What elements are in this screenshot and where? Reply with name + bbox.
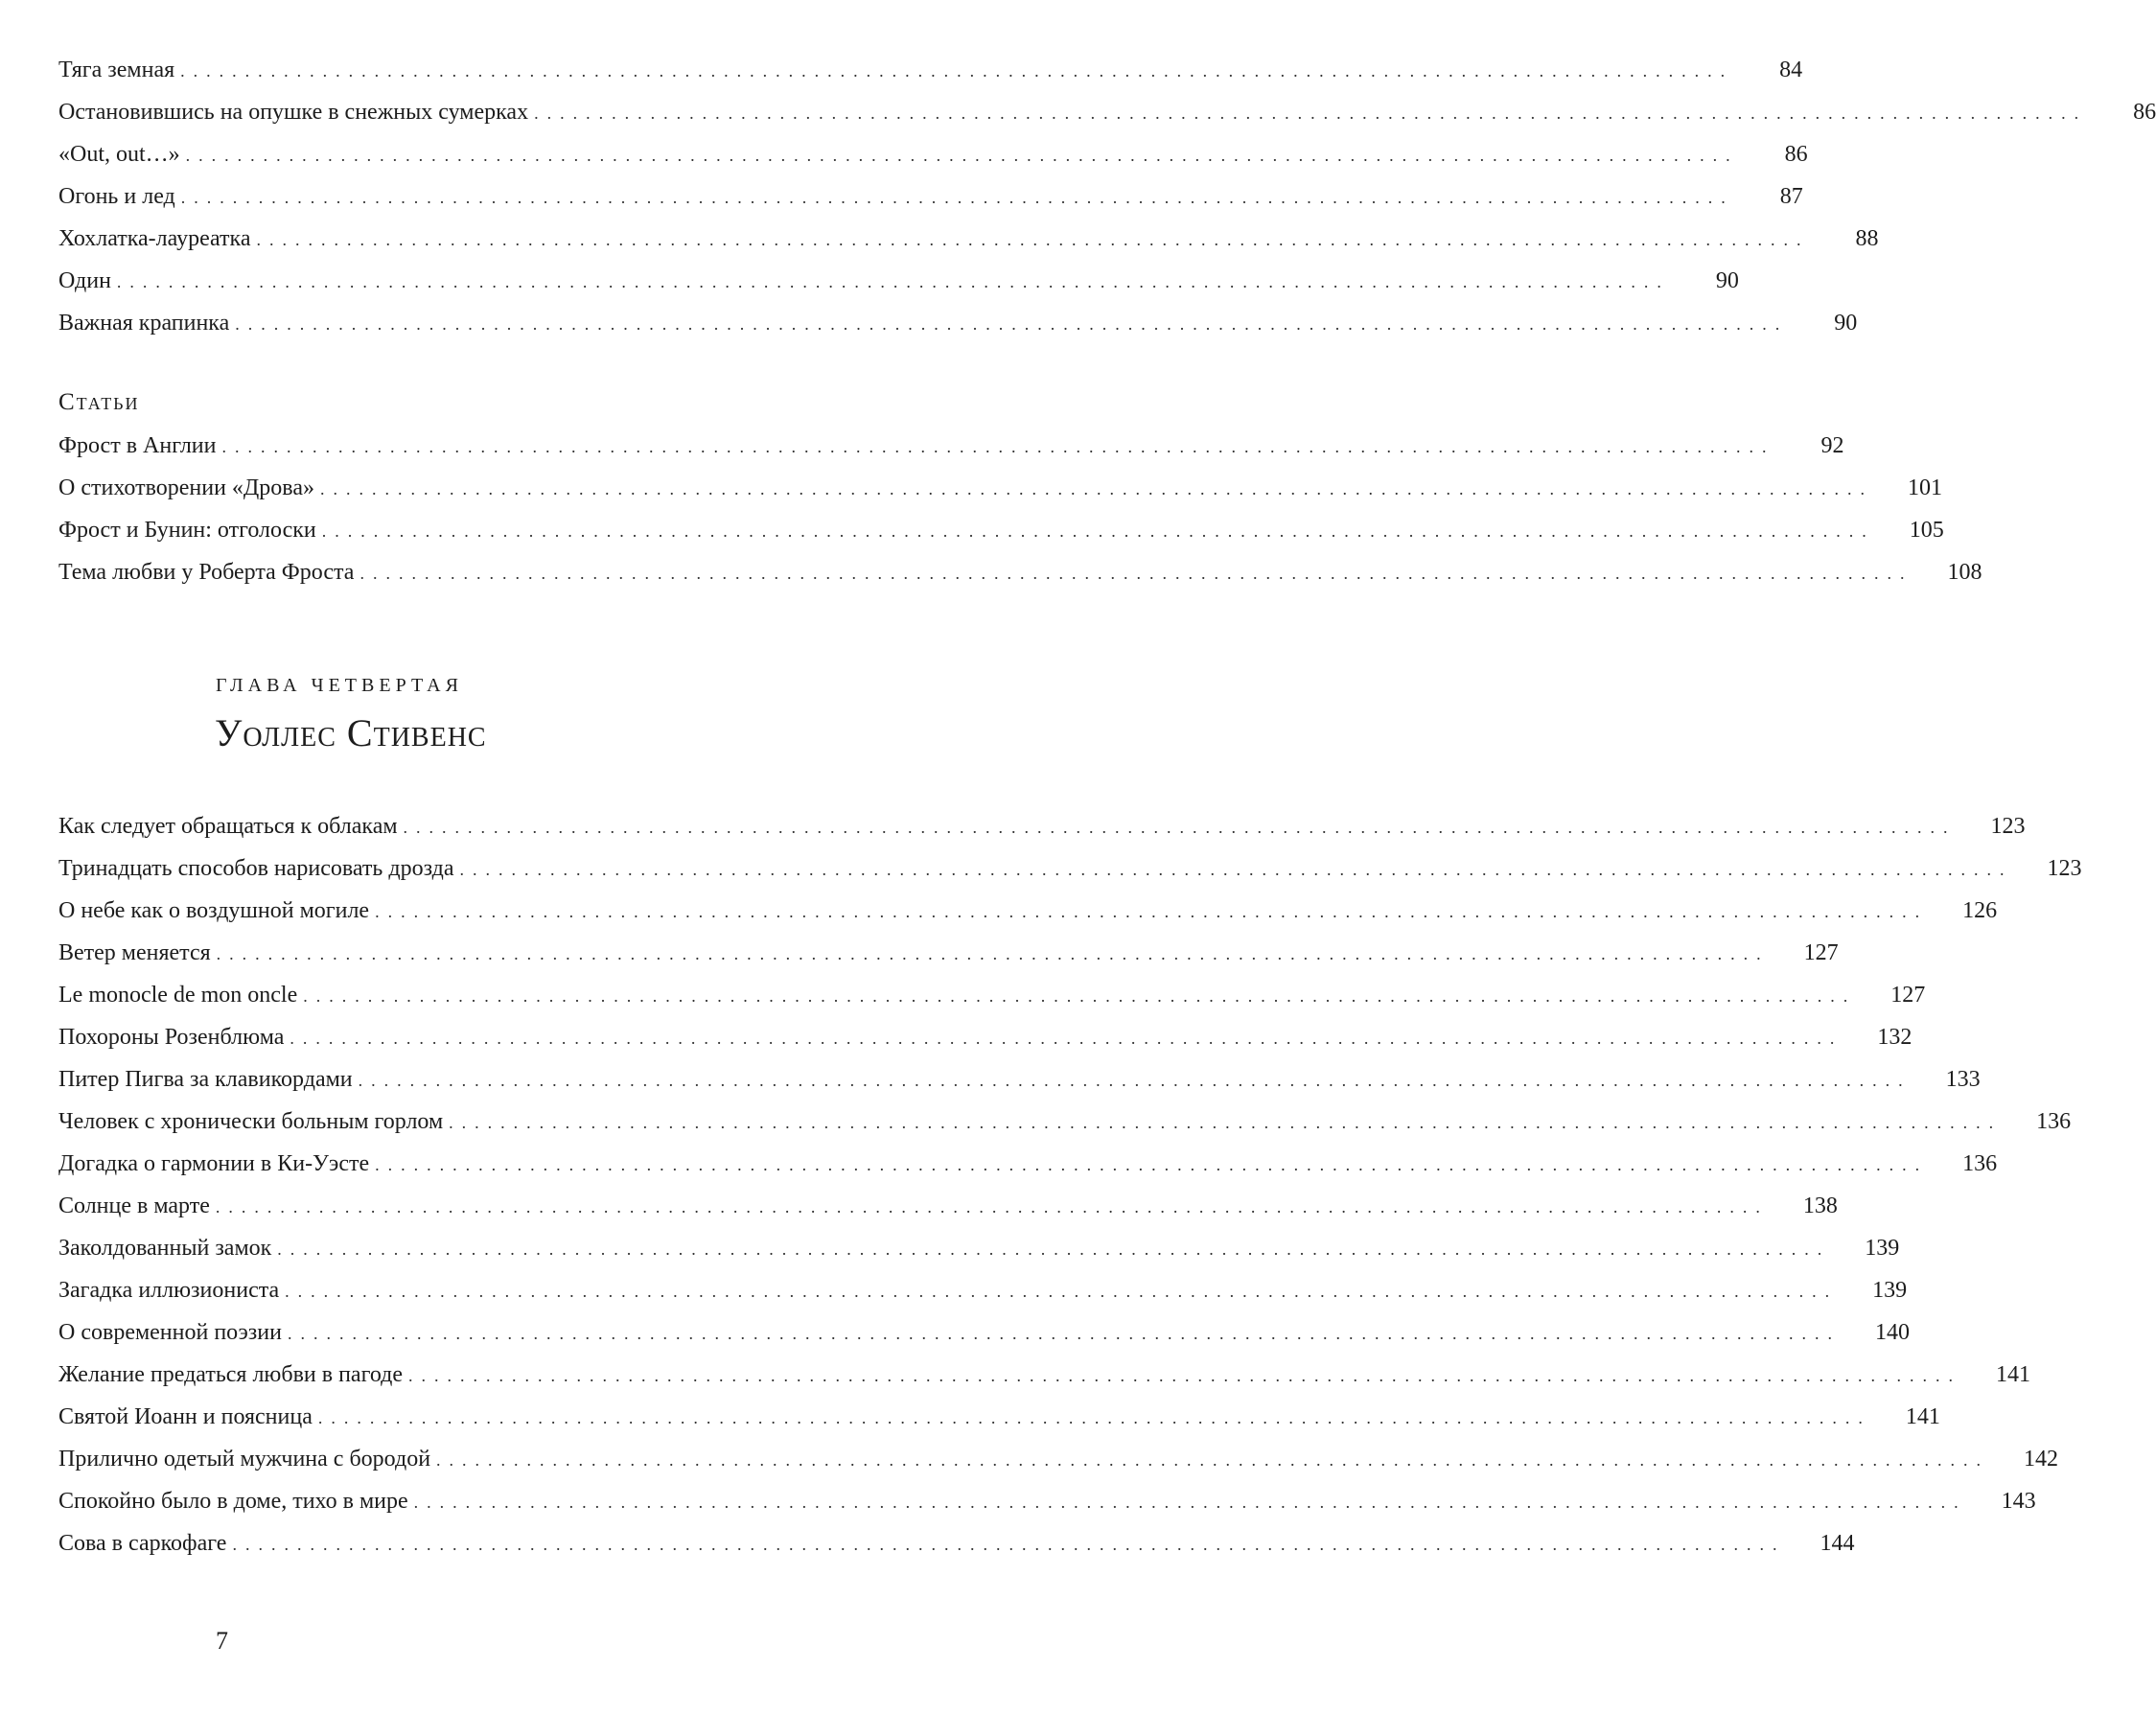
dot-leader: ........................................................................................................................ xyxy=(232,1535,1786,1554)
toc-entry-title: Прилично одетый мужчина с бородой xyxy=(58,1447,431,1472)
dot-leader: ........................................................................................................................ xyxy=(317,1408,1871,1427)
chapter-title: Уоллес Стивенс xyxy=(215,711,487,754)
toc-entry[interactable] xyxy=(58,1185,1838,1227)
toc-entry-page: 139 xyxy=(1865,1236,1900,1261)
toc-entry-page: 86 xyxy=(1784,142,1808,167)
dot-leader: ........................................................................................................................ xyxy=(413,1493,1967,1512)
toc-entry-title: Солнце в марте xyxy=(58,1194,210,1218)
toc-entry-page: 84 xyxy=(1779,58,1803,82)
dot-leader: ........................................................................................................................ xyxy=(277,1240,1831,1259)
toc-entry[interactable] xyxy=(58,260,1739,302)
dot-leader: ........................................................................................................................ xyxy=(436,1450,1990,1470)
toc-entry[interactable] xyxy=(58,1480,2036,1522)
toc-entry-page: 86 xyxy=(2133,100,2156,125)
toc-entry-page: 126 xyxy=(1962,898,1998,923)
toc-entry[interactable] xyxy=(58,1101,2072,1143)
toc-entry[interactable] xyxy=(58,425,1844,467)
toc-entry[interactable] xyxy=(58,133,1808,175)
toc-entry-title: Тяга земная xyxy=(58,58,175,82)
toc-entry-title: Важная крапинка xyxy=(58,311,230,336)
toc-entry[interactable] xyxy=(58,847,2082,890)
toc-entry-title: Ветер меняется xyxy=(58,940,211,965)
toc-entry[interactable] xyxy=(58,1354,2030,1396)
toc-entry[interactable] xyxy=(58,1396,1940,1438)
toc-entry-title: Заколдованный замок xyxy=(58,1236,272,1261)
toc-entry[interactable] xyxy=(58,1143,1998,1185)
toc-entry-page: 88 xyxy=(1855,226,1879,251)
dot-leader: ........................................................................................................................ xyxy=(215,1197,1769,1217)
toc-entry-title: Как следует обращаться к облакам xyxy=(58,814,398,839)
dot-leader: ........................................................................................................................ xyxy=(403,818,1957,837)
toc-entry[interactable] xyxy=(58,467,1942,509)
toc-entry-title: Тринадцать способов нарисовать дрозда xyxy=(58,856,454,881)
toc-entry-page: 90 xyxy=(1715,268,1739,293)
toc-entry-page: 105 xyxy=(1909,518,1944,543)
toc-entry-title: О стихотворении «Дрова» xyxy=(58,475,314,500)
toc-entry[interactable] xyxy=(58,551,1982,593)
toc-entry-title: Человек с хронически больным горлом xyxy=(58,1109,444,1134)
toc-entry-title: Загадка иллюзиониста xyxy=(58,1278,280,1303)
toc-entry-page: 139 xyxy=(1872,1278,1908,1303)
dot-leader: ........................................................................................................................ xyxy=(534,104,2088,123)
toc-entry-title: Хохлатка-лауреатка xyxy=(58,226,251,251)
toc-entry-title: Один xyxy=(58,268,111,293)
toc-entry-page: 123 xyxy=(2047,856,2082,881)
toc-entry-page: 138 xyxy=(1802,1194,1838,1218)
toc-entry-title: Сова в саркофаге xyxy=(58,1531,227,1556)
toc-entry[interactable] xyxy=(58,1016,1913,1058)
toc-entry-page: 141 xyxy=(1996,1362,2030,1387)
toc-entry-title: Фрост в Англии xyxy=(58,433,217,458)
toc-entry-page: 127 xyxy=(1890,983,1926,1008)
dot-leader: ........................................................................................................................ xyxy=(449,1113,2003,1132)
dot-leader: ........................................................................................................................ xyxy=(285,1282,1839,1301)
toc-entry-page: 136 xyxy=(2036,1109,2072,1134)
dot-leader: ........................................................................................................................ xyxy=(359,564,1913,583)
toc-entry[interactable] xyxy=(58,509,1944,551)
dot-leader: ........................................................................................................................ xyxy=(375,1155,1929,1174)
section-heading-articles: Статьи xyxy=(58,389,140,415)
toc-entry[interactable] xyxy=(58,1269,1908,1311)
toc-entry-page: 136 xyxy=(1962,1151,1998,1176)
toc-entry[interactable] xyxy=(58,805,2026,847)
dot-leader: ........................................................................................................................ xyxy=(180,188,1734,207)
dot-leader: ........................................................................................................................ xyxy=(408,1366,1961,1385)
toc-entry-title: Le monocle de mon oncle xyxy=(58,983,298,1008)
toc-entry-page: 132 xyxy=(1877,1025,1913,1050)
toc-entry-title: Святой Иоанн и поясница xyxy=(58,1404,313,1429)
dot-leader: ........................................................................................................................ xyxy=(358,1071,1912,1090)
toc-entry-page: 127 xyxy=(1803,940,1839,965)
dot-leader: ........................................................................................................................ xyxy=(116,272,1670,291)
toc-entry-page: 101 xyxy=(1907,475,1942,500)
toc-entry[interactable] xyxy=(58,175,1803,218)
dot-leader: ........................................................................................................................ xyxy=(319,479,1873,498)
toc-entry-page: 142 xyxy=(2024,1447,2059,1472)
toc-entry[interactable] xyxy=(58,1438,2059,1480)
toc-entry-page: 123 xyxy=(1990,814,2026,839)
toc-group-stevens xyxy=(58,805,2082,1564)
dot-leader: ........................................................................................................................ xyxy=(185,146,1739,165)
toc-entry[interactable] xyxy=(58,1058,1981,1101)
toc-entry[interactable] xyxy=(58,49,1803,91)
toc-entry-title: О небе как о воздушной могиле xyxy=(58,898,370,923)
dot-leader: ........................................................................................................................ xyxy=(287,1324,1841,1343)
toc-entry[interactable] xyxy=(58,218,1879,260)
dot-leader: ........................................................................................................................ xyxy=(321,521,1875,541)
toc-entry[interactable] xyxy=(58,890,1998,932)
toc-entry[interactable] xyxy=(58,1227,1900,1269)
dot-leader: ........................................................................................................................ xyxy=(216,944,1770,963)
dot-leader: ........................................................................................................................ xyxy=(375,902,1929,921)
toc-group-frost-poems xyxy=(58,49,2156,344)
toc-entry[interactable] xyxy=(58,932,1839,974)
chapter-label: ГЛАВА ЧЕТВЕРТАЯ xyxy=(216,675,463,696)
toc-entry[interactable] xyxy=(58,1522,1855,1564)
toc-entry[interactable] xyxy=(58,302,1858,344)
dot-leader: ........................................................................................................................ xyxy=(180,61,1734,81)
toc-entry-title: Огонь и лед xyxy=(58,184,175,209)
toc-entry[interactable] xyxy=(58,1311,1910,1354)
toc-entry-title: Фрост и Бунин: отголоски xyxy=(58,518,316,543)
toc-entry-page: 92 xyxy=(1820,433,1844,458)
toc-entry-page: 144 xyxy=(1820,1531,1855,1556)
dot-leader: ........................................................................................................................ xyxy=(290,1029,1843,1048)
toc-entry-page: 108 xyxy=(1947,560,1982,585)
dot-leader: ........................................................................................................................ xyxy=(303,986,1857,1006)
toc-entry-title: Тема любви у Роберта Фроста xyxy=(58,560,355,585)
toc-entry-title: Спокойно было в доме, тихо в мире xyxy=(58,1489,408,1514)
dot-leader: ........................................................................................................................ xyxy=(221,437,1775,456)
toc-entry-page: 87 xyxy=(1779,184,1803,209)
dot-leader: ........................................................................................................................ xyxy=(256,230,1810,249)
toc-group-articles xyxy=(58,425,1982,593)
toc-entry-title: Желание предаться любви в пагоде xyxy=(58,1362,403,1387)
toc-entry-page: 140 xyxy=(1874,1320,1910,1345)
toc-entry-page: 143 xyxy=(2001,1489,2036,1514)
toc-entry[interactable] xyxy=(58,974,1926,1016)
toc-entry-title: Догадка о гармонии в Ки-Уэсте xyxy=(58,1151,370,1176)
toc-entry-page: 141 xyxy=(1905,1404,1940,1429)
toc-entry-title: Похороны Розенблюма xyxy=(58,1025,285,1050)
toc-entry-title: «Out, out…» xyxy=(58,142,180,167)
page-number: 7 xyxy=(216,1627,228,1655)
toc-entry-page: 133 xyxy=(1945,1067,1981,1092)
toc-entry-title: Питер Пигва за клавикордами xyxy=(58,1067,353,1092)
toc-entry-page: 90 xyxy=(1834,311,1858,336)
dot-leader: ........................................................................................................................ xyxy=(235,314,1789,334)
toc-entry[interactable] xyxy=(58,91,2156,133)
dot-leader: ........................................................................................................................ xyxy=(459,860,2013,879)
toc-entry-title: Остановившись на опушке в снежных сумерках xyxy=(58,100,529,125)
toc-entry-title: О современной поэзии xyxy=(58,1320,282,1345)
